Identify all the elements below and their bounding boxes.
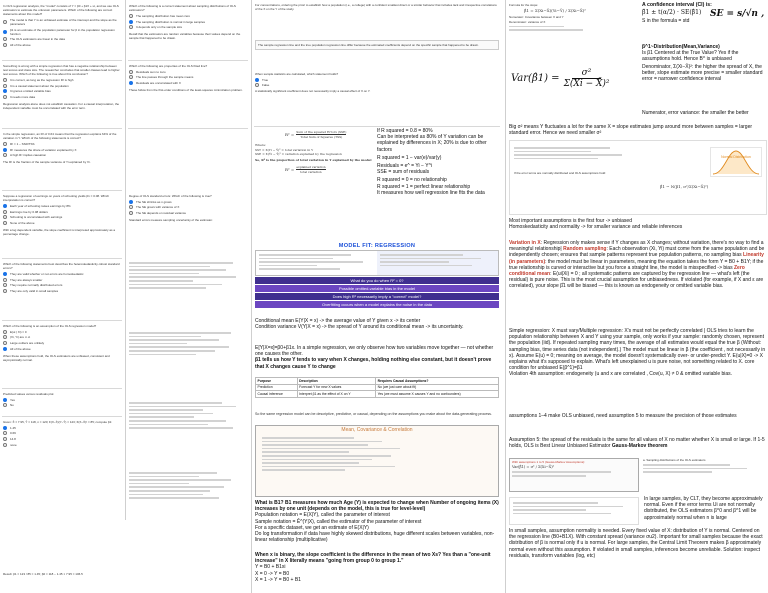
answer-option[interactable]: It is a causal statement about the population: [3, 84, 121, 88]
purpose-table: [255, 377, 499, 398]
question-text: Suppose a regression of earnings on years of schooling yields β1 = 0.08. Which interpretation is correct?: [3, 194, 110, 203]
answer-option[interactable]: Earnings rise by 0.08 dollars: [3, 210, 121, 214]
question-note: These follow from the first-order conditions of the least-squares minimization problem.: [129, 87, 243, 92]
question-text: Which of the following are properties of the OLS fitted line?: [129, 64, 208, 68]
answer-option[interactable]: It needs more data: [3, 95, 121, 99]
assumptions-paragraph: Variation in X: Regression only makes sense if Y changes as X changes; without variation, there's no way to find a meaningful relationship| Random sampling: Each observation (Xi, Yi) must come from the same population and be independently chosen; ensures that sample patterns represent true population patterns, no sampling bias Linearity (in parameters): the model must be linear in parameters, meaning the equation takes the form Y = B0 + B1Y; if the true relationship is curved or interactive but you force a straight line, the model is misspecified -> bias Zero conditional mean: E(ui|Xi) = 0 ; all systematic patterns are captured by the regression line — what's left (the residual) is pure noise. This is the most crucial assumption for unbiasedness. If violated (for example, if X and ε are correlated), your slope β̂1 will be biased — this is known as endogeneity or omitted variable bias.: [509, 240, 765, 290]
faded-text-block: [129, 470, 245, 501]
answer-option[interactable]: A high R² implies causation: [3, 153, 121, 157]
radio-icon[interactable]: [129, 211, 133, 215]
table-row: Prediction Forecast Y for new X values No (we just care about fit): [256, 384, 499, 391]
answer-option[interactable]: The line passes through the sample means: [129, 75, 247, 79]
quiz-question-3: [3, 132, 121, 164]
numerator-note: Numerator, error variance: the smaller the better: [642, 110, 749, 116]
column-divider: [505, 0, 506, 593]
answer-option[interactable]: Residuals sum to zero: [129, 70, 247, 74]
radio-icon[interactable]: [3, 272, 7, 276]
radio-icon[interactable]: [129, 205, 133, 209]
quiz-question-5: [3, 262, 121, 294]
slope-formula: β̂1 = Σ(Xi−X̄)(Yi−Ȳ) / Σ(Xi−X̄)²: [524, 8, 586, 14]
quiz-question-1: [3, 4, 121, 49]
small-samples-note: In small samples, assumption normality is needed. Every fixed value of X: distribution of Y is normal. Centered on the regression line (B0+B1X). With constant spread (variance σu2). Important for small samples because the exact distribution of β is normal only if u is normal. For large samples, the Central Limit Theorem makes β approximately normal even without this assumption. If violated in small samples, inferences become unreliable. Solution: inspect residuals, transform variables (log, etc): [509, 528, 763, 559]
se-formula: SE = s/√n ,: [710, 9, 765, 19]
mean-cov-corr-box: [255, 425, 499, 497]
radio-icon[interactable]: [129, 25, 133, 29]
answer-option[interactable]: It ignores omitted variable bias: [3, 89, 121, 93]
answer-option[interactable]: The OLS estimators are linear in the data: [3, 37, 121, 41]
question-text: Degree of OLS standard errors: Which of the following is true?: [129, 194, 212, 198]
radio-icon[interactable]: [3, 221, 7, 225]
answer-option[interactable]: The SE depends on residual variance: [129, 211, 247, 215]
model-fit-diagram: [255, 250, 499, 276]
answer-option[interactable]: All of the above: [3, 43, 121, 47]
question-note: Regression analysis alone does not establish causation. For a causal interpretation, the independent variable must be uncorrelated with the error term.: [3, 101, 120, 111]
radio-icon[interactable]: [129, 200, 133, 204]
intro-paragraph: For concentrations, ordering the priori to establish how a population (i.e., a college) with a confident smallest direct or a similar behavior that includes lack and irrespective correlations of the X on the Y of the study.: [255, 3, 497, 12]
radio-icon[interactable]: [3, 142, 7, 146]
mc-question: [255, 72, 499, 94]
question-text: In the simple regression, an R² of 0.64 means that the regression explains 64% of the variation in Y. Which of the following statements is correct?: [3, 132, 117, 141]
answer-option[interactable]: Each year of schooling raises earnings by 8%: [3, 204, 121, 208]
radio-icon[interactable]: [3, 289, 7, 293]
radio-icon[interactable]: [3, 283, 7, 287]
question-note: Recall that the estimators are random variables because their values depend on the sample that happened to be drawn.: [129, 32, 241, 41]
faded-text-block: [129, 260, 245, 291]
answer-option[interactable]: The sampling distribution has mean zero: [129, 14, 247, 18]
notes-column-right: [507, 0, 768, 593]
notes-column-middle: [252, 0, 504, 593]
question-note: When these assumptions hold, the OLS estimators are unbiased, consistent and asymptotically normal.: [3, 353, 110, 362]
assumption-5-note: Assumption 5: the spread of the residuals is the same for all values of X no matter whether X is small or large. If 1-5 holds, OLS is Best Linear Unbiased Estimator Gauss-Markov theorem: [509, 437, 765, 450]
r2-frac-2: R² = explained variation total variation: [285, 165, 326, 175]
answer-option[interactable]: None of the above: [3, 221, 121, 225]
radio-icon[interactable]: [3, 148, 7, 152]
radio-icon[interactable]: [3, 330, 7, 334]
answer-option[interactable]: Large outliers are unlikely: [3, 341, 121, 345]
question-note: A statistically significant coefficient does not necessarily imply a causal effect of X on Y.: [255, 89, 371, 94]
quiz-column: [0, 0, 250, 593]
radio-icon[interactable]: [129, 70, 133, 74]
divider: [128, 128, 248, 129]
radio-icon[interactable]: [3, 403, 7, 407]
radio-icon[interactable]: [3, 437, 7, 441]
quiz-question-6: [3, 324, 121, 362]
answer-option[interactable]: They are always smaller: [3, 278, 121, 282]
answer-option[interactable]: The SE grows with variance of X: [129, 205, 247, 209]
divider: [2, 416, 122, 417]
radio-icon[interactable]: [3, 278, 7, 282]
radio-icon[interactable]: [3, 20, 7, 24]
radio-icon[interactable]: [3, 37, 7, 41]
answer-option[interactable]: True: [255, 78, 499, 82]
model-fit-block: [255, 243, 499, 308]
question-text: In OLS regression analysis, the "model" consists of Y = β0 + β1X + ui, and we use OLS estimators to estimate the unknown parameters. Which of the following are correct statements about this model?: [3, 4, 119, 17]
normal-distribution-icon: [710, 147, 762, 177]
radio-icon[interactable]: [129, 81, 133, 85]
key-assumptions-note: Most important assumptions is the first four -> unbiased Homoskedasticity and normality -> for smaller variance and reliable inferences: [509, 218, 683, 231]
answer-option[interactable]: No: [3, 403, 121, 407]
answer-option[interactable]: It depends only on the sample size: [129, 25, 247, 29]
normal-formula: β̂1 ~ N(β1, σ²/Σ(Xi−X̄)²): [660, 184, 709, 189]
radio-icon[interactable]: [3, 335, 7, 339]
causal-paragraph: E[Y|X=x]=β0+β1x. In a simple regression, we only observe how two variables move together — not whether one causes the other. β1 tells us how Y tends to vary when X changes, holding nothing else constant, but it doesn't prove that X changes cause Y to change: [255, 345, 494, 370]
model-fit-row: Does high R² necessarily imply a "correct" model?: [255, 293, 499, 300]
answer-option[interactable]: They require normally distributed errors: [3, 283, 121, 287]
r2-explanation: If R squared = 0.8 = 80% Can be interpreted as 80% of Y variation can be explained by differences in X; 20% is due to other factors R squared = 1 − var(e)/var(y) Residuals = e^ = Yi − Y^i SSE = sum of residuals R squared = 0 = no relationship R squared = 1 = perfect linear relationship It measures how well regression line fits the data: [377, 128, 487, 196]
answer-option[interactable]: The sampling distribution is normal in large samples: [129, 20, 247, 24]
quiz-question-2: [3, 64, 121, 110]
question-text: Something is wrong with a simple regression that has a negative relationship between test scores and class size. The researcher concludes that smaller classes lead to higher test scores. Which of the following is true about this conclusion?: [3, 64, 120, 77]
radio-icon[interactable]: [255, 78, 259, 82]
radio-icon[interactable]: [3, 215, 7, 219]
divider: [2, 388, 122, 389]
table-header-row: Purpose Description Requires Causal Assumptions?: [256, 378, 499, 385]
answer-option[interactable]: They are valid whether or not errors are homoskedastic: [3, 272, 121, 276]
question-note: With a log dependent variable, the slope coefficient is interpreted approximately as a percentage change.: [3, 227, 116, 236]
conditional-mean-notes: Conditional mean E(Y|X = x) -> the average value of Y given x -> its center Condition variance V(Y|X = x) -> the spread of Y around its conditional mean -> its uncertainty.: [255, 318, 464, 331]
model-fit-title: MODEL FIT: REGRESSION: [338, 243, 416, 249]
answer-option[interactable]: Residuals are uncorrelated with X: [129, 81, 247, 85]
answer-option[interactable]: Yes: [3, 398, 121, 402]
radio-icon[interactable]: [3, 398, 7, 402]
answer-option[interactable]: β1 is an estimate of the population parameter for β in the population regression function: [3, 28, 121, 36]
quiz-question-1b: [129, 4, 247, 41]
assumptions-precision-note: assumptions 1–4 make OLS unbiased, need assumption 5 to measure the precision of those estimates: [509, 413, 737, 419]
radio-icon[interactable]: [3, 210, 7, 214]
radio-icon[interactable]: [3, 95, 7, 99]
question-text: Which of the following is a correct statement about sampling distributions of OLS estimators?: [129, 4, 236, 13]
gauss-markov-box: With assumptions 1 to 5 (Gauss-Markov Assumptions): Var(β̂1) = σ² / Σ(Xi−X̄)²: [509, 458, 639, 492]
binary-x-notes: When x is binary, the slope coefficient is the difference in the mean of two Xs? Yes than a "one-unit increase" in X literally means "going from group 0 to group 1." Y = B0 + B1xi X = 0 -> Y = B0 X = 1 -> Y = B0 + B1: [255, 552, 491, 583]
radio-icon[interactable]: [129, 14, 133, 18]
radio-icon[interactable]: [129, 75, 133, 79]
answer-option[interactable]: It is correct, as long as the regression R² is high: [3, 78, 121, 82]
radio-icon[interactable]: [3, 153, 7, 157]
radio-icon[interactable]: [3, 341, 7, 345]
quiz-question-8: [129, 64, 247, 92]
quiz-result: Result: β1 = 123 / 85 = 1.45; β0 = 118 − 1.45 × 7.95 = 106.5: [3, 572, 83, 576]
radio-icon[interactable]: [3, 30, 7, 34]
beta-distribution-notes: β^1~Distribution(Mean,Variance) Is β1 Centered at the True Value? Yes if the assumptions hold. Hence B^ is unbiased Denominator, Σ(Xi−X̄)²: the higher the spread of X, the better, slope estimate more precise = smaller standard error = narrower confidence interval: [642, 44, 763, 83]
radio-icon[interactable]: [3, 78, 7, 82]
faded-text-block: [129, 400, 245, 431]
answer-option[interactable]: 14.8: [3, 437, 121, 441]
radio-icon[interactable]: [129, 20, 133, 24]
answer-option[interactable]: R² measures the share of variation explained by X: [3, 148, 121, 152]
confidence-interval-block: A confidence interval (CI) is: β̂1 ± t(α/2) · SE(β̂1) S in the formula = std: [642, 2, 767, 24]
divider: [2, 60, 122, 61]
box-title: Mean, Covariance & Correlation: [341, 427, 413, 433]
radio-icon[interactable]: [3, 431, 7, 435]
radio-icon[interactable]: [3, 204, 7, 208]
answer-option[interactable]: The model is that Y is an unbiased estimate of the intercept and the slope as the parameters: [3, 18, 121, 26]
same-model-note: So the same regression model can be descriptive, predictive, or causal, depending on the assumptions you make about the data-generating process.: [255, 412, 492, 416]
model-fit-row: What do you do when R² = 0?: [255, 277, 499, 284]
answer-option[interactable]: All of the above: [3, 347, 121, 351]
sampling-dist-note: a. Sampling distributions of the OLS estimators: [643, 458, 767, 475]
question-note: Standard errors measure sampling uncertainty of the estimator.: [129, 217, 213, 222]
radio-icon[interactable]: [3, 43, 7, 47]
quiz-question-4: [3, 194, 121, 236]
r2-formula-block: R² = Sum of the squared Errors (SSE) Total Sum of Squares (TSS) Where: SST = Σ(Yi − Ȳ)² = total variation in Y SSE = Σ(Ŷi − Ȳ)² = variation explained by the regression So, R² is the proportion of total variation in Y explained by the model R² = explained variation total variation: [255, 130, 375, 175]
answer-option[interactable]: none: [3, 443, 121, 447]
quiz-question-7: [3, 392, 121, 409]
question-text: Which of the following statements best describes the heteroskedasticity-robust standard errors?: [3, 262, 120, 271]
answer-option[interactable]: R² = 1 − SSR/TSS: [3, 142, 121, 146]
divider: [2, 320, 122, 321]
answer-option[interactable]: False: [255, 83, 499, 87]
faded-text-block: [129, 330, 245, 357]
radio-icon[interactable]: [3, 426, 7, 430]
info-box: The sample regression line and the true population regression line differ because the estimated coefficients depend on the specific sample that happened to be drawn.: [255, 40, 499, 50]
answer-option[interactable]: Schooling is uncorrelated with earnings: [3, 215, 121, 219]
divider: [2, 128, 122, 129]
divider: [254, 126, 500, 127]
ols-distribution-box: If the error terms are normally distributed and OLS assumptions hold: β̂1 ~ N(β1, σ²/Σ(Xi−X̄)²) Normal Distribution: [509, 140, 767, 215]
divider: [128, 60, 248, 61]
divider: [2, 258, 122, 259]
simple-regression-notes: Simple regression: X must vary/Multiple regression: X's must not be perfectly correlated | OLS tries to learn the population relationship between X and Y using your sample, only works if your sample: randomly chosen, represent the population (iid). If repeated sampling many times, the average of all estimates would equal the true β (Without: sampling bias, time series data (not independent).) The model must be linear in β (the coefficient , not necessarily in x). Assume E(u) = 0; meaning on average, the model doesn't systematically over- or under-predict Y. E(u|X)=0 -> X explains what it's supposed to explain. What's left unexplained u is pure noise, not something related to X. core condition for unbiased E(β^1)=β1 Violation 4th assumption: endogeneity (u and x are correlated , Cov(u, X) ≠ 0 & omitted variable bias.: [509, 328, 766, 378]
variance-formula: Var(β̂1) = $\frac{\text{σ²}}{\text{Σ(Xi − X̄)²}}$: [511, 68, 610, 89]
radio-icon[interactable]: [255, 83, 259, 87]
large-sample-formula-box: [509, 497, 639, 525]
model-fit-row: Overfitting occurs when a model explains the noise in the data: [255, 301, 499, 308]
big-sigma-note: Big σ² means Y fluctuates a lot for the same X = slope estimates jump around more between samples = larger standard error. Hence we need smaller σ²: [509, 124, 753, 137]
radio-icon[interactable]: [3, 443, 7, 447]
model-fit-row: Possible omitted-variable bias in the model: [255, 285, 499, 292]
radio-icon[interactable]: [3, 347, 7, 351]
quiz-question-10: [129, 194, 247, 222]
table-row: Causal inference Interpret β1 as the effect of X on Y Yes (we must assume X causes Y and no confounders): [256, 391, 499, 398]
answer-option[interactable]: 1.45: [3, 426, 121, 430]
answer-option[interactable]: 0.69: [3, 431, 121, 435]
question-text: Predicted values versus residuals plot:: [3, 392, 55, 396]
question-text: When sample statistics are calculated, which statement holds?: [255, 72, 339, 76]
answer-option[interactable]: E(ui | Xi) = 0: [3, 330, 121, 334]
ci-formula: β̂1 ± t(α/2) · SE(β̂1): [642, 9, 702, 16]
quiz-question-9: [3, 420, 121, 448]
beta-interpretation: What is B1? B1 measures how much Age (Y) is expected to change when Number of ongoing items (X) increases by one unit (depends on the model, this is true for level-level) Population notation = E(X|Y), called the parameter of interest Sample notation = Ê^(Y|X), called the estimator of the parameter of interest For a specific dataset, we get an estimate of E(X|Y) Do log transformation if data have highly skewed distributions, huge different scales between variables, non-linear relationship (multiplicative): [255, 500, 499, 544]
r2-fraction: R² = Sum of the squared Errors (SSE) Total Sum of Squares (TSS): [285, 130, 347, 140]
divider: [2, 190, 122, 191]
radio-icon[interactable]: [3, 84, 7, 88]
question-note: The R² is the fraction of the sample variance of Yi explained by Xi.: [3, 160, 91, 165]
svg-text:Normal Distribution: Normal Distribution: [721, 155, 751, 159]
radio-icon[interactable]: [3, 89, 7, 93]
question-text: Which of the following is an assumption of the OLS regression model?: [3, 324, 97, 328]
slope-formula-block: Formula for the slope: β̂1 = Σ(Xi−X̄)(Yi−Ȳ) / Σ(Xi−X̄)² Numerator: Covariance between X and Y Denominator: variance of X: [509, 3, 601, 33]
question-text: Given: X̄ = 7.95, Ȳ = 118, n = 120; Σ(X−X̄)(Y−Ȳ) = 123; Σ(X−X̄)² = 85; compute β1:: [3, 420, 113, 424]
large-samples-note: In large samples, by CLT, they become approximately normal. Even if the error terms Ui are not normally distributed, the OLS estimators β^0 and β^1 will be approximately normal when n is large: [644, 496, 763, 521]
answer-option[interactable]: (Xi, Yi) are i.i.d.: [3, 335, 121, 339]
answer-option[interactable]: The SE shrinks as n grows: [129, 200, 247, 204]
answer-option[interactable]: They are only valid in small samples: [3, 289, 121, 293]
